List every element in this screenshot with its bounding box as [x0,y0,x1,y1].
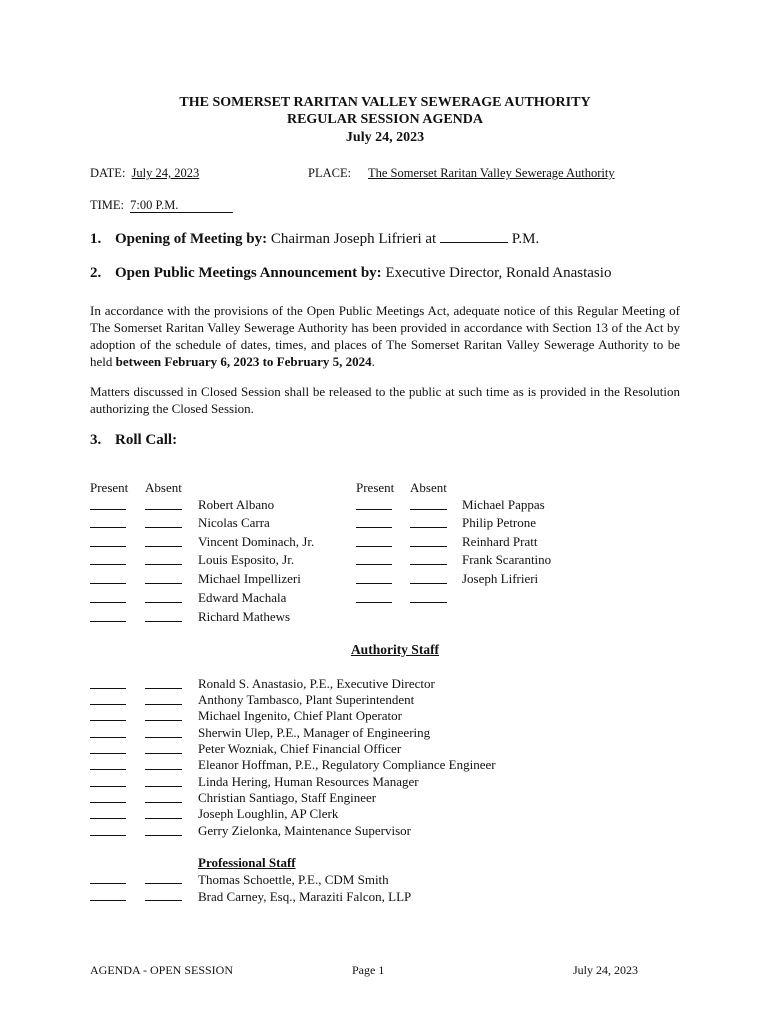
absent-line [145,602,182,603]
present-line [90,583,126,584]
item-number: 1. [90,231,102,247]
footer-date: July 24, 2023 [573,963,639,977]
absent-line [145,621,182,622]
roll-name: Michael Impellizeri [198,571,301,586]
roll-name: Louis Esposito, Jr. [198,552,295,567]
present-line [356,564,392,565]
present-line [90,753,126,754]
present-line [90,704,126,705]
announcement-paragraph [90,302,680,370]
professional-staff-title: Professional Staff [198,855,296,870]
announcement-dates: between February 6, 2023 to February 5, 2024 [115,354,372,369]
date-row [90,166,199,181]
absent-line [145,883,182,884]
present-line [90,621,126,622]
absent-line [145,835,182,836]
present-line [90,509,126,510]
date-label: DATE: [90,166,126,180]
absent-line [145,753,182,754]
item-heading: Opening of Meeting by: [115,231,268,247]
staff-name: Sherwin Ulep, P.E., Manager of Engineering [198,725,431,740]
absent-line [410,602,447,603]
present-line [90,720,126,721]
authority-title: THE SOMERSET RARITAN VALLEY SEWERAGE AUTHORITY [179,95,591,110]
staff-name: Michael Ingenito, Chief Plant Operator [198,708,402,723]
roll-name: Richard Mathews [198,609,291,624]
absent-line [145,802,182,803]
roll-name: Nicolas Carra [198,515,270,530]
absent-line [145,720,182,721]
place-value: The Somerset Raritan Valley Sewerage Authority [368,166,615,180]
item-number: 3. [90,432,102,448]
roll-name: Joseph Lifrieri [462,571,539,586]
absent-line [145,900,182,901]
staff-name: Ronald S. Anastasio, P.E., Executive Director [198,676,435,691]
absent-line [145,769,182,770]
date-value: July 24, 2023 [131,166,200,180]
staff-name: Brad Carney, Esq., Maraziti Falcon, LLP [198,889,412,904]
present-line [90,527,126,528]
present-header-right: Present [356,480,395,495]
present-line [356,546,392,547]
present-line [356,602,392,603]
authority-staff-title: Authority Staff [350,642,440,657]
staff-name: Gerry Zielonka, Maintenance Supervisor [198,823,411,838]
agenda-title: REGULAR SESSION AGENDA [286,112,484,127]
absent-line [145,786,182,787]
agenda-item-2 [90,265,611,282]
roll-name: Reinhard Pratt [462,534,538,549]
absent-line [145,509,182,510]
footer-session: AGENDA - OPEN SESSION [90,963,234,977]
absent-line [410,546,447,547]
staff-name: Thomas Schoettle, P.E., CDM Smith [198,872,389,887]
closed-session-paragraph: Matters discussed in Closed Session shall be released to the public at such time as is provided in the Resolution authorizing the Closed Session. [90,384,680,416]
absent-line [145,737,182,738]
present-line [90,602,126,603]
item-heading: Open Public Meetings Announcement by: [115,265,382,281]
agenda-item-3 [90,432,177,449]
roll-name: Vincent Dominach, Jr. [198,534,315,549]
roll-name: Philip Petrone [462,515,537,530]
agenda-date: July 24, 2023 [345,130,425,145]
absent-line [410,527,447,528]
item-text: Executive Director, Ronald Anastasio [385,265,612,281]
staff-name: Anthony Tambasco, Plant Superintendent [198,692,415,707]
item-text: Chairman Joseph Lifrieri at [270,231,437,247]
absent-line [145,818,182,819]
absent-header-right: Absent [410,480,447,495]
absent-header-left: Absent [145,480,182,495]
absent-line [145,688,182,689]
announcement-end: . [371,354,375,369]
absent-line [410,564,447,565]
roll-name: Michael Pappas [462,497,545,512]
present-line [356,583,392,584]
roll-name: Edward Machala [198,590,287,605]
present-line [90,802,126,803]
place-label: PLACE: [308,166,352,180]
roll-name: Frank Scarantino [462,552,552,567]
present-line [90,900,126,901]
present-line [90,818,126,819]
present-line [90,737,126,738]
absent-line [145,564,182,565]
staff-name: Linda Hering, Human Resources Manager [198,774,419,789]
time-blank [440,230,508,243]
absent-line [410,509,447,510]
time-label: TIME: [90,198,125,212]
present-line [356,527,392,528]
staff-name: Joseph Loughlin, AP Clerk [198,806,339,821]
present-line [356,509,392,510]
present-line [90,835,126,836]
absent-line [145,546,182,547]
item-heading: Roll Call: [115,432,178,448]
footer-page-number: Page 1 [352,963,385,977]
item-suffix: P.M. [511,231,540,247]
present-line [90,546,126,547]
present-line [90,883,126,884]
absent-line [410,583,447,584]
time-value: 7:00 P.M. [130,199,233,213]
agenda-item-1 [90,230,539,248]
present-line [90,786,126,787]
present-line [90,688,126,689]
announcement-text: In accordance with the provisions of the Open Public Meetings Act, adequate notice of this Regular Meeting of The Somerset Raritan Valley Sewerage Authority has been provided in accordance with Section 13 of the Act by adoption of the schedule of dates, times, and places of The Somerset Raritan Valley Sewerage Authority to be held [90,303,680,369]
time-row [90,198,233,213]
absent-line [145,583,182,584]
item-number: 2. [90,265,102,281]
staff-name: Christian Santiago, Staff Engineer [198,790,377,805]
roll-name: Robert Albano [198,497,275,512]
absent-line [145,704,182,705]
staff-name: Peter Wozniak, Chief Financial Officer [198,741,402,756]
absent-line [145,527,182,528]
present-header-left: Present [90,480,129,495]
staff-name: Eleanor Hoffman, P.E., Regulatory Compliance Engineer [198,757,496,772]
present-line [90,769,126,770]
present-line [90,564,126,565]
